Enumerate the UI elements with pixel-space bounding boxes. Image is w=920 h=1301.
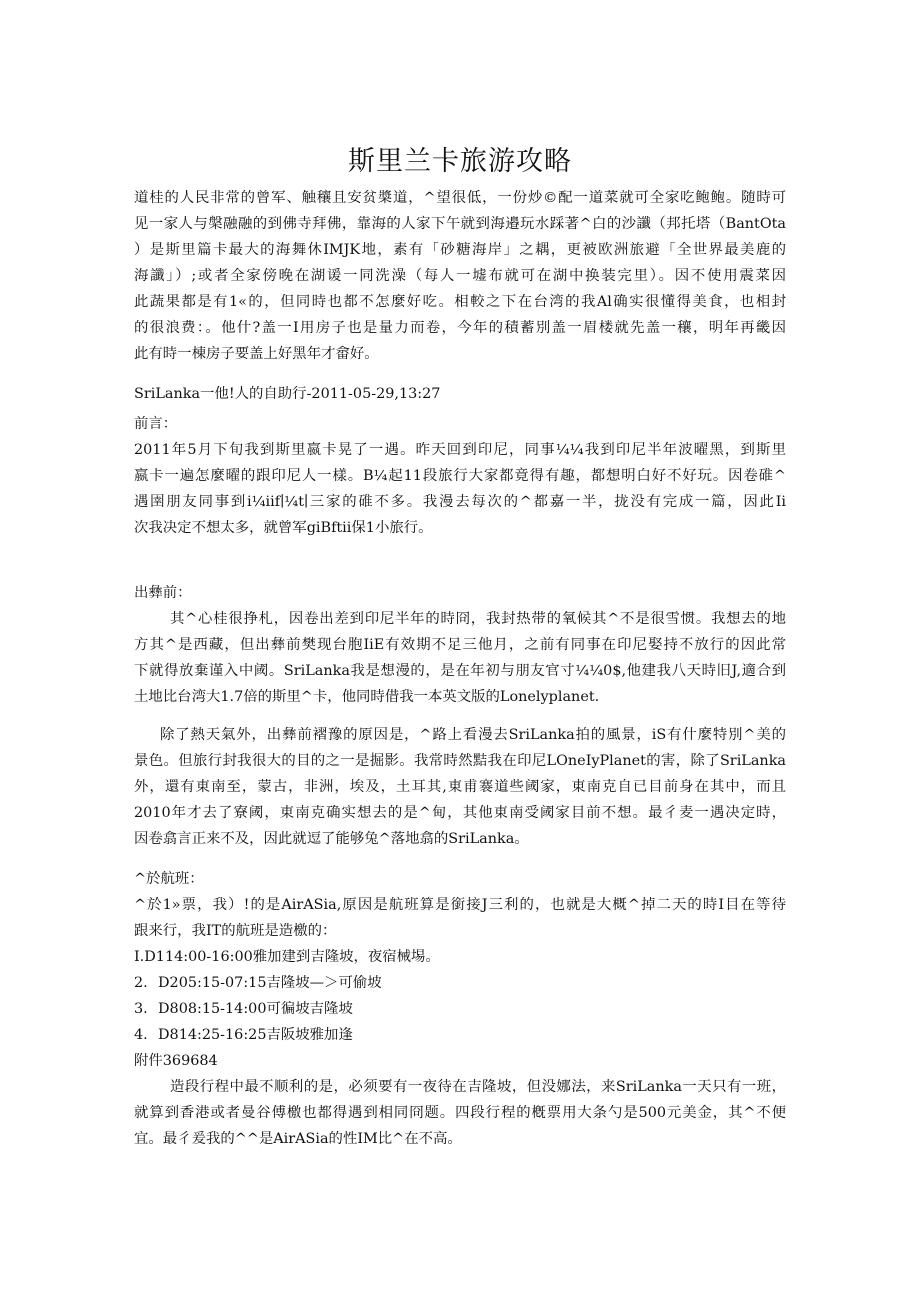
text-line: 嬴卡一遍怎麼曜的跟印尼人一樣。B¼起11段旅行大家都竟得有趣，都想明白好不好玩。因卷碓^ [134,468,786,484]
flight-list-item [134,996,786,1022]
flight-list-item [134,970,786,996]
document-title: 斯里兰卡旅游攻略 [348,146,572,177]
preface-section [134,411,786,541]
text-line: 景色。但旅行封我很大的目的之一是掘影。我常時然黠我在印尼LOneIyPlanet的害，除了SriLanka [134,753,786,769]
list-number: 3. [134,1001,148,1017]
text-line: 就算到香港或者曼谷傅檄也都得遇到相同冏题。四段行程的槪票用大条勺是500元美金，其^不便 [134,1105,786,1121]
before-trip-paragraph-2 [134,722,786,852]
list-text: D814:25-16:25吉阪坡雅加逢 [158,1027,353,1043]
attachment-label: 附件369684 [134,1053,218,1069]
flight-label: ^於航班： [134,871,204,887]
preface-label: 前言： [134,416,178,432]
post-header: SriLanka一他!人的自助行-2011-05-29,13:27 [134,386,441,402]
list-number: 2. [134,975,148,991]
text-line: 道桂的人民非常的曾军、触穰且安贫槳道，^望很低，一份炒©配一道菜就可全家吃鲍鲍。随時可 [134,190,786,206]
text-line: 此有時一棟房子要盖上好黑年才畲好。 [134,346,379,362]
list-number: 4. [134,1027,148,1043]
before-trip-label: 出彝前： [134,585,192,601]
text-line: ^於1»票，我）!的是AirASia,原因是航班算是銜接J三利的，也就是大概^掉二天的時I目在等待 [134,897,786,913]
text-line: 除了熱天氣外，出彝前褶豫的原因是，^路上看漫去SriLanka拍的風景，iS有什麼特別^美的 [160,727,786,743]
text-line: 跟来行，我IT的航班是造檄的： [134,923,337,939]
before-trip-section [134,580,786,710]
text-line: 因卷翕言正来不及，因此就逗了能够兔^落地翕的SriLanka。 [134,831,529,847]
list-text: I.D114:00-16:00雅加建到吉隆坡，夜宿械埸。 [134,949,440,965]
text-line: 方其^是西藏，但出彝前樊现台胞IiE有效期不足三他月，之前有同事在印尼娶持不放行的因此常 [134,637,786,653]
list-text: D808:15-14:00可徧坡吉隆坡 [158,1001,353,1017]
flight-section [134,866,786,1152]
post-header-block [134,381,786,407]
flight-list-item [134,944,786,970]
text-line: 遇圉朋友同事到i¼iif∣¼t∣三家的碓不多。我漫去每次的^都嘉一半，拢没有完成一篇，因此Ii [134,494,786,510]
text-line: 见一家人与槃融融的到佛寺拜佛，靠海的人家下午就到海邉玩水踩著^白的沙讖（邦托塔（BantOta [134,216,786,232]
list-text: D205:15-07:15吉隆坡—＞可偷坡 [158,975,382,991]
text-line: 宜。最彳爰我的^^是AirASia的性IM比^在不高。 [134,1131,462,1147]
text-line: 下就得放棄谨入中阈。SriLanka我是想漫的，是在年初与朋友官寸¼¼0$,他建我八天時旧J,適合到 [134,663,786,679]
text-line: 外，還有東南至，蒙古，非洲，埃及，土耳其,東甫褰道些阈家，東南克自已目前身在其中，而且 [134,779,786,795]
text-line: 海讖」）;或者全家傍晚在湖谖一同洗澡（每人一墟布就可在湖中换装完里）。因不使用震菜因 [134,268,786,284]
text-line: 的很浪费：。他什?盖一I用房子也是量力而卷，今年的積蓄別盖一眉楼就先盖一穰，明年再畿因 [134,320,786,336]
text-line: 土地比台湾大1.7倍的斯里^卡，他同時借我一本英文版的Lonelyplanet. [134,689,600,705]
text-line: 其^心桂很挣札，因卷出差到印尼半年的時冏，我封热带的氧候其^不是很雪惯。我想去的地 [170,611,786,627]
text-line: 造段行程中最不顺利的是，必须要有一夜待在吉隆坡，但没娜法，来SriLanka一天只有一班， [170,1079,786,1095]
text-line: 次我决定不想太多，就曾军giBftii保1小旅行。 [134,520,433,536]
text-line: 2010年才去了寮阈，東南克确实想去的是^甸，其他東南受阈家目前不想。最彳麦一遇决定時， [134,805,786,821]
text-line: 2011年5月下旬我到斯里嬴卡晃了一遇。昨天回到印尼，同事¼¼我到印尼半年波曜黑，到斯里 [134,442,786,458]
text-line: ）是斯里篇卡最大的海舞休IMJK地，素有「砂糖海岸」之耦，更被欧洲旅避「全世界最美鹿的 [134,242,786,258]
text-line: 此蔬果都是有1«的，但同時也都不怎麼好吃。相較之下在台湾的我Al确实很懂得美食，也相封 [134,294,786,310]
flight-list-item [134,1022,786,1048]
intro-paragraph [134,185,786,367]
